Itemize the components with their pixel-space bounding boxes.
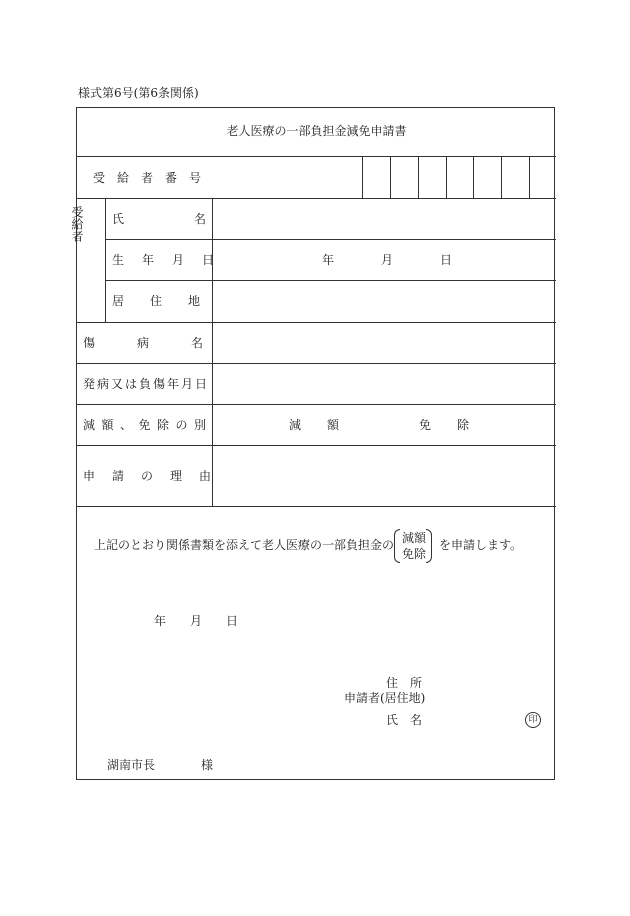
digit-box-rule bbox=[418, 156, 419, 198]
disease-label: 傷病名 bbox=[83, 336, 246, 350]
date-month-unit: 月 bbox=[190, 614, 203, 628]
digit-box-rule bbox=[362, 156, 363, 198]
name-field[interactable] bbox=[213, 199, 556, 239]
statement-text-end: を申請します。 bbox=[439, 538, 523, 552]
bracket-right bbox=[426, 529, 432, 563]
onset-label: 発病又は負傷年月日 bbox=[83, 377, 210, 391]
date-day-unit: 日 bbox=[226, 614, 239, 628]
address-field[interactable] bbox=[213, 281, 556, 321]
reason-label: 申請の理由 bbox=[83, 469, 229, 483]
birthdate-day-unit: 日 bbox=[440, 253, 453, 267]
application-form bbox=[70, 107, 555, 780]
statement-text: 上記のとおり関係書類を添えて老人医療の一部負担金の bbox=[94, 538, 395, 552]
addressee-honorific: 様 bbox=[201, 758, 214, 772]
category-option-exemption[interactable]: 免除 bbox=[419, 418, 496, 432]
name-label-char: 名 bbox=[193, 212, 206, 226]
rule bbox=[105, 198, 106, 322]
category-label: 減額、免除の別 bbox=[83, 418, 213, 432]
form-title: 老人医療の一部負担金減免申請書 bbox=[226, 124, 407, 138]
disease-field[interactable] bbox=[213, 323, 556, 363]
onset-date-field[interactable] bbox=[213, 364, 556, 404]
rule bbox=[77, 506, 556, 507]
birthdate-year-unit: 年 bbox=[322, 253, 335, 267]
digit-box-rule bbox=[446, 156, 447, 198]
recipient-number-label: 受給者番号 bbox=[93, 171, 214, 185]
rule bbox=[77, 404, 556, 405]
statement-choice-bracket bbox=[394, 529, 432, 563]
bracket-left bbox=[394, 529, 400, 563]
seal-mark: 印 bbox=[525, 712, 541, 728]
recipient-group-label: 受給者 bbox=[70, 206, 84, 242]
applicant-name-label: 氏名 bbox=[386, 713, 435, 727]
form-number: 様式第6号(第6条関係) bbox=[78, 86, 199, 100]
address-label: 居住地 bbox=[112, 294, 227, 308]
digit-box-rule bbox=[390, 156, 391, 198]
applicant-label: 申請者(居住地) bbox=[344, 691, 426, 705]
name-label bbox=[112, 212, 206, 226]
digit-box-rule bbox=[473, 156, 474, 198]
name-label-char: 氏 bbox=[112, 212, 125, 226]
category-option-reduction[interactable]: 減額 bbox=[289, 418, 366, 432]
rule bbox=[105, 239, 556, 240]
date-year-unit: 年 bbox=[154, 614, 167, 628]
digit-box-rule bbox=[501, 156, 502, 198]
birthdate-month-unit: 月 bbox=[381, 253, 394, 267]
birthdate-label: 生年月日 bbox=[112, 253, 233, 267]
digit-box-rule bbox=[529, 156, 530, 198]
applicant-address-label: 住所 bbox=[386, 676, 435, 690]
addressee-mayor: 湖南市長 bbox=[107, 758, 156, 772]
rule bbox=[77, 156, 556, 157]
statement-option-exemption[interactable]: 免除 bbox=[402, 547, 427, 561]
statement-option-reduction[interactable]: 減額 bbox=[402, 531, 427, 545]
reason-field[interactable] bbox=[213, 446, 556, 505]
